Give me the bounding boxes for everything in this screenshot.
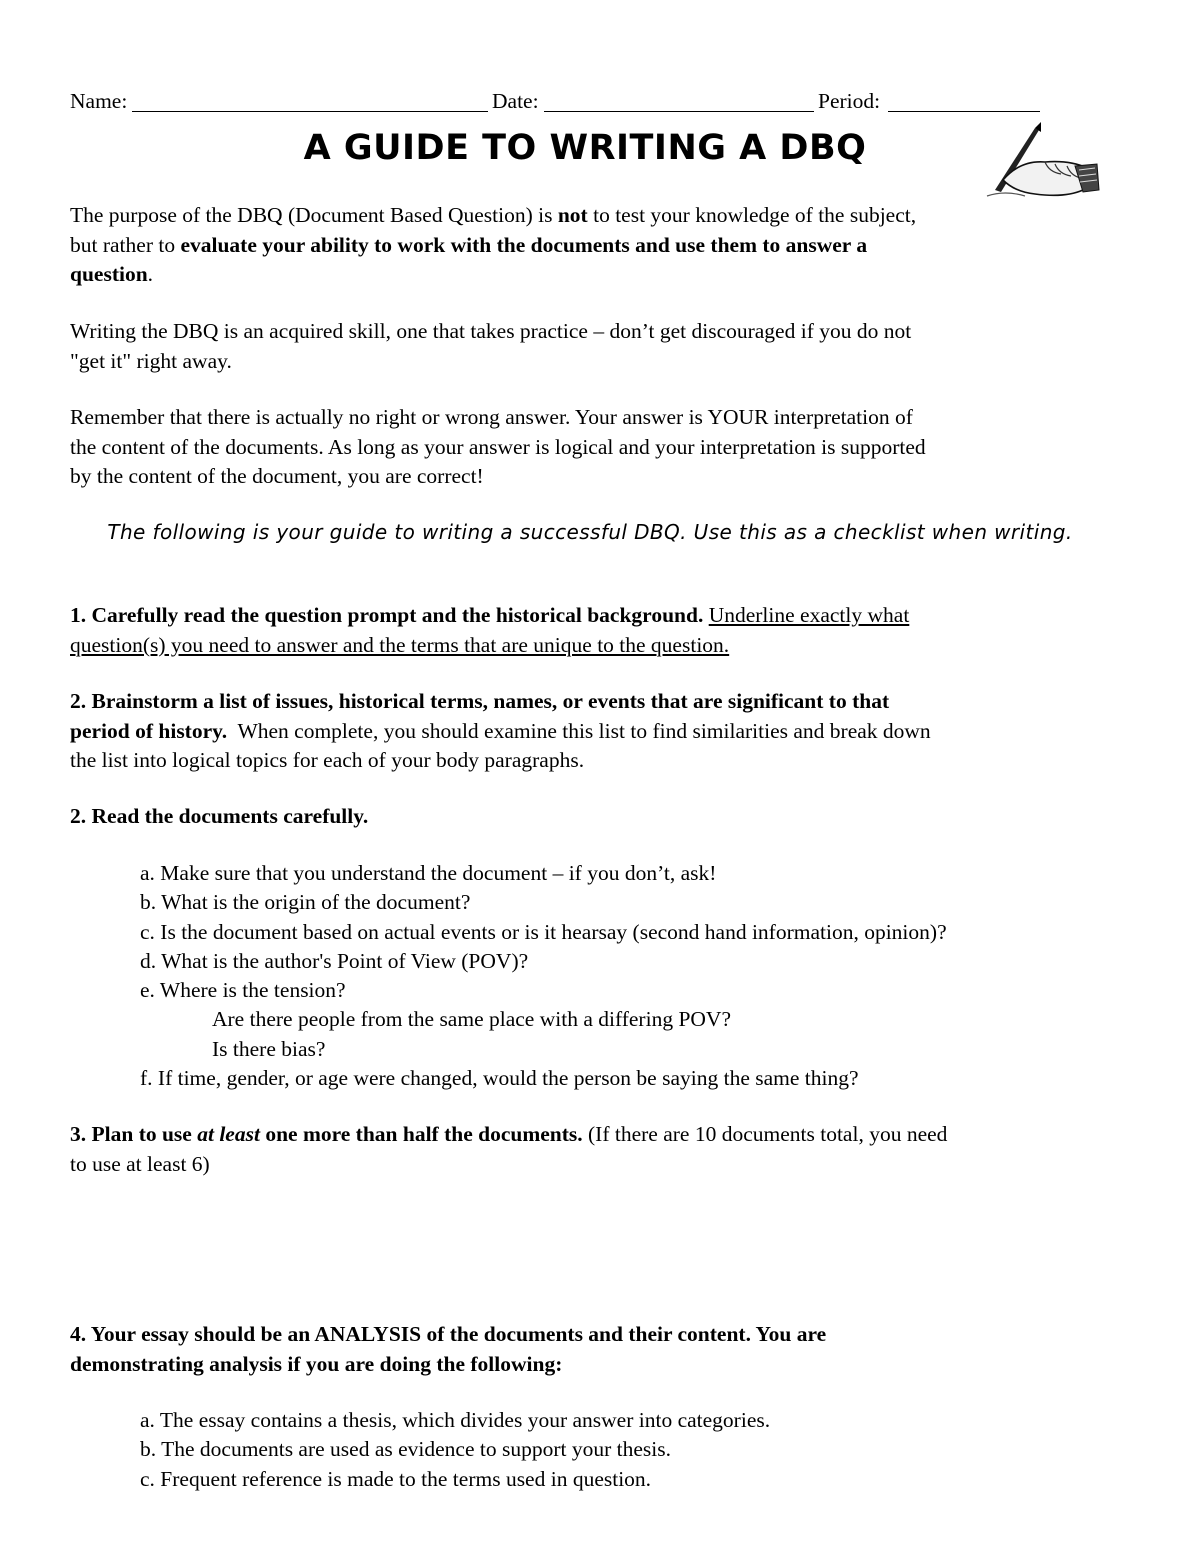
step-2-brainstorm (70, 687, 1120, 776)
intro-emphasis: evaluate your ability to work with the documents and use them to answer a (180, 232, 868, 257)
date-label: Date: (492, 89, 539, 113)
list-item: c. Is the document based on actual events or is it hearsay (second hand information, opinion)? (140, 919, 947, 944)
period-label: Period: (818, 89, 881, 113)
step-3-emphasis: at least (197, 1122, 260, 1146)
page-title: A GUIDE TO WRITING A DBQ (303, 128, 867, 168)
sub-list-item: Are there people from the same place with a differing POV? (212, 1007, 731, 1032)
intro-paragraph-interpretation (70, 403, 1120, 492)
list-item: e. Where is the tension? (140, 978, 346, 1003)
step-2-text: When complete, you should examine this list to find similarities and break down (227, 718, 931, 743)
intro-emphasis-not: not (557, 203, 588, 227)
intro-emphasis: question (70, 262, 148, 286)
list-item: b. What is the origin of the document? (140, 890, 471, 915)
checklist-note: The following is your guide to writing a successful DBQ. Use this as a checklist when writing. (107, 520, 1073, 544)
paragraph-line: Writing the DBQ is an acquired skill, one that takes practice – don’t get discouraged if you do not (70, 319, 912, 343)
list-item: c. Frequent reference is made to the terms used in question. (140, 1466, 652, 1491)
intro-text: The purpose of the DBQ (Document Based Question) is (70, 203, 558, 227)
paragraph-line: by the content of the document, you are correct! (70, 464, 484, 488)
step-1-underlined-text: Underline exactly what (708, 603, 910, 627)
name-label: Name: (70, 89, 128, 113)
step-3-heading: one more than half the documents. (259, 1122, 583, 1146)
intro-text: to test your knowledge of the subject, (587, 203, 917, 227)
intro-paragraph-skill (70, 317, 1120, 376)
intro-paragraph-purpose (70, 201, 1120, 290)
step-4-heading: 4. Your essay should be an ANALYSIS of the documents and their content. You are (70, 1322, 827, 1346)
step-3 (70, 1120, 1120, 1179)
paragraph-line: the content of the documents. As long as your answer is logical and your interpretation is supported (70, 434, 926, 459)
list-item: d. What is the author's Point of View (POV)? (140, 948, 529, 973)
step-2-heading: 2. Brainstorm a list of issues, historical terms, names, or events that are significant to that (70, 689, 890, 713)
step-2-heading: period of history. (70, 718, 228, 743)
sub-list-item: Is there bias? (212, 1036, 326, 1061)
list-item: b. The documents are used as evidence to support your thesis. (140, 1437, 672, 1462)
writing-hand-icon (975, 120, 1100, 200)
read-documents-list (140, 859, 1120, 1093)
header-fields (70, 89, 1050, 117)
step-3-heading: 3. Plan to use (70, 1122, 198, 1146)
step-3-text: (If there are 10 documents total, you need (582, 1122, 948, 1146)
list-item: a. The essay contains a thesis, which divides your answer into categories. (140, 1408, 771, 1432)
paragraph-line: Remember that there is actually no right or wrong answer. Your answer is YOUR interpretation of (70, 405, 913, 429)
step-4 (70, 1320, 1120, 1379)
step-2-read-documents (70, 802, 1120, 832)
step-2b-heading: 2. Read the documents carefully. (70, 804, 369, 828)
intro-text: but rather to (70, 232, 181, 257)
paragraph-line: "get it" right away. (70, 348, 232, 373)
period-field-blank (888, 111, 1040, 112)
date-field-blank (544, 111, 814, 112)
intro-text: . (147, 262, 154, 286)
step-2-text: the list into logical topics for each of your body paragraphs. (70, 748, 585, 772)
step-1-underlined-text: question(s) you need to answer and the terms that are unique to the question. (70, 632, 730, 657)
list-item: a. Make sure that you understand the document – if you don’t, ask! (140, 861, 717, 885)
step-4-heading: demonstrating analysis if you are doing the following: (70, 1351, 563, 1376)
analysis-list (140, 1406, 1120, 1494)
step-1-heading: 1. Carefully read the question prompt and the historical background. (70, 603, 704, 627)
step-1 (70, 601, 1120, 660)
list-item: f. If time, gender, or age were changed, would the person be saying the same thing? (140, 1066, 859, 1091)
name-field-blank (132, 111, 488, 112)
step-3-text: to use at least 6) (70, 1151, 210, 1176)
